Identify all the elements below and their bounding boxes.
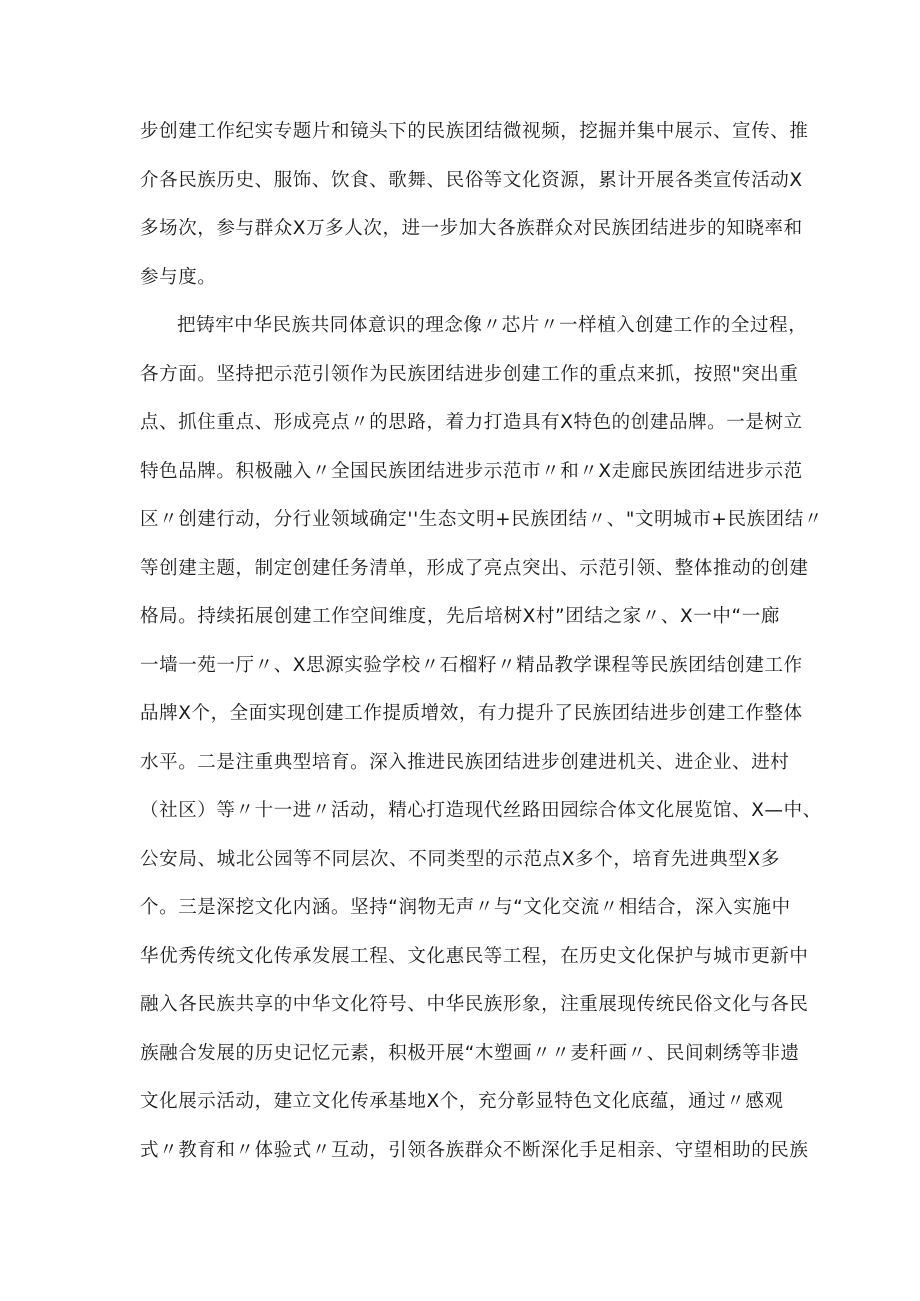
paragraph-line: 族融合发展的历史记忆元素，积极开展“木塑画〃〃麦秆画〃、民间刺绣等非遗: [140, 1042, 800, 1064]
paragraph-line: 把铸牢中华民族共同体意识的理念像〃芯片〃一样植入创建工作的全过程，: [177, 315, 808, 336]
paragraph-line: 参与度。: [140, 266, 217, 288]
paragraph-line: 步创建工作纪实专题片和镜头下的民族团结微视频，挖掘并集中展示、宣传、推: [140, 121, 809, 142]
paragraph-line: 多场次，参与群众X万多人次，进一步加大各族群众对民族团结进步的知晓率和: [140, 218, 803, 239]
paragraph-line: 品牌X个，全面实现创建工作提质增效，有力提升了民族团结进步创建工作整体: [140, 703, 803, 724]
paragraph-line: 等创建主题，制定创建任务清单，形成了亮点突出、示范引领、整体推动的创建: [140, 557, 809, 579]
paragraph-line: 各方面。坚持把示范引领作为民族团结进步创建工作的重点来抓，按照"突出重: [140, 363, 799, 385]
paragraph-line: 个。三是深挖文化内涵。坚持“润物无声〃与“文化交流〃相结合，深入实施中: [140, 897, 791, 918]
paragraph-1: [140, 108, 809, 302]
paragraph-line: 点、抓住重点、形成亮点〃的思路，着力打造具有X特色的创建品牌。一是树立: [140, 412, 803, 433]
paragraph-line: 式〃教育和〃体验式〃互动，引领各族群众不断深化手足相亲、守望相助的民族: [140, 1139, 809, 1161]
paragraph-line: 介各民族历史、服饰、饮食、歌舞、民俗等文化资源，累计开展各类宣传活动X: [140, 169, 803, 191]
paragraph-2: [140, 302, 823, 1175]
paragraph-line: （社区）等〃十一进〃活动，精心打造现代丝路田园综合体文化展览馆、X—中、: [140, 800, 822, 821]
paragraph-line: 水平。二是注重典型培育。深入推进民族团结进步创建进机关、进企业、进村: [140, 751, 790, 773]
paragraph-line: 格局。持续拓展创建工作空间维度，先后培树X村”团结之家〃、X一中“一廊: [140, 606, 780, 627]
paragraph-line: 一墙一苑一厅〃、X思源实验学校〃石榴籽〃精品教学课程等民族团结创建工作: [140, 654, 803, 676]
paragraph-line: 区〃创建行动，分行业领域确定''生态文明+民族团结〃、"文明城市+民族团结〃: [140, 509, 823, 530]
paragraph-line: 融入各民族共享的中华文化符号、中华民族形象，注重展现传统民俗文化与各民: [140, 994, 809, 1015]
paragraph-line: 文化展示活动，建立文化传承基地X个，充分彰显特色文化底蕴，通过〃感观: [140, 1091, 784, 1112]
paragraph-line: 华优秀传统文化传承发展工程、文化惠民等工程，在历史文化保护与城市更新中: [140, 945, 809, 967]
paragraph-line: 特色品牌。积极融入〃全国民族团结进步示范市〃和〃X走廊民族团结进步示范: [140, 460, 803, 482]
paragraph-line: 公安局、城北公园等不同层次、不同类型的示范点X多个，培育先进典型X多: [140, 848, 780, 870]
